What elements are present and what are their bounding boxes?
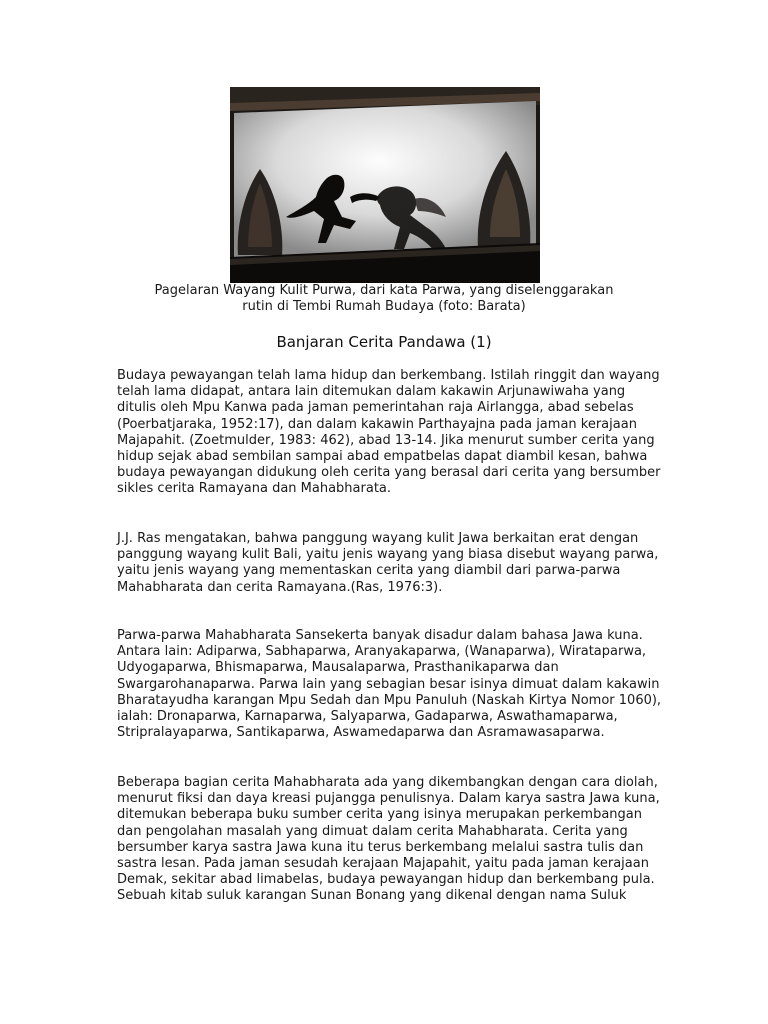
article-paragraph: Parwa-parwa Mahabharata Sansekerta banyak disadur dalam bahasa Jawa kuna. Antara lain: Adiparwa, Sabhaparwa, Aranyakaparwa, (Wanaparwa), Wirataparwa, Udyogaparwa, Bhismaparwa, Mausalaparwa, Prasthanikaparwa dan Swargarohanaparwa. Parwa lain yang sebagian besar isinya dimuat dalam kakawin Bharatayudha karangan Mpu Sedah dan Mpu Panuluh (Naskah Kirtya Nomor 1060), ialah: Dronaparwa, Karnaparwa, Salyaparwa, Gadaparwa, Aswathamaparwa, Stripralayaparwa, Santikaparwa, Aswamedaparwa dan Asramawasaparwa. [117,628,662,741]
article-paragraph: J.J. Ras mengatakan, bahwa panggung wayang kulit Jawa berkaitan erat dengan panggung wayang kulit Bali, yaitu jenis wayang yang biasa disebut wayang parwa, yaitu jenis wayang yang mementaskan cerita yang diambil dari parwa-parwa Mahabharata dan cerita Ramayana.(Ras, 1976:3). [117,531,659,595]
article-title: Banjaran Cerita Pandawa (1) [276,333,492,351]
wayang-shadow-puppet-photo [230,87,540,283]
caption-line: rutin di Tembi Rumah Budaya (foto: Barata) [242,299,526,314]
caption-line: Pagelaran Wayang Kulit Purwa, dari kata Parwa, yang diselenggarakan [154,283,614,298]
article-paragraph: Beberapa bagian cerita Mahabharata ada yang dikembangkan dengan cara diolah, menurut fiksi dan daya kreasi pujangga penulisnya. Dalam karya sastra Jawa kuna, ditemukan beberapa buku sumber cerita yang isinya merupakan perkembangan dan pengolahan masalah yang dimuat dalam cerita Mahabharata. Cerita yang bersumber karya sastra Jawa kuna itu terus berkembang melalui sastra tulis dan sastra lesan. Pada jaman sesudah kerajaan Majapahit, yaitu pada jaman kerajaan Demak, sekitar abad limabelas, budaya pewayangan hidup dan berkembang pula. Sebuah kitab suluk karangan Sunan Bonang yang dikenal dengan nama Suluk [117,775,660,904]
article-paragraph: Budaya pewayangan telah lama hidup dan berkembang. Istilah ringgit dan wayang telah lama didapat, antara lain ditemukan dalam kakawin Arjunawiwaha yang ditulis oleh Mpu Kanwa pada jaman pemerintahan raja Airlangga, abad sebelas (Poerbatjaraka, 1952:17), dan dalam kakawin Parthayajna pada jaman kerajaan Majapahit. (Zoetmulder, 1983: 462), abad 13-14. Jika menurut sumber cerita yang hidup sejak abad sembilan sampai abad empatbelas dapat diambil kesan, bahwa budaya pewayangan didukung oleh cerita yang berasal dari cerita yang bersumber sikles cerita Ramayana dan Mahabharata. [117,368,661,497]
figure-caption [110,283,658,315]
